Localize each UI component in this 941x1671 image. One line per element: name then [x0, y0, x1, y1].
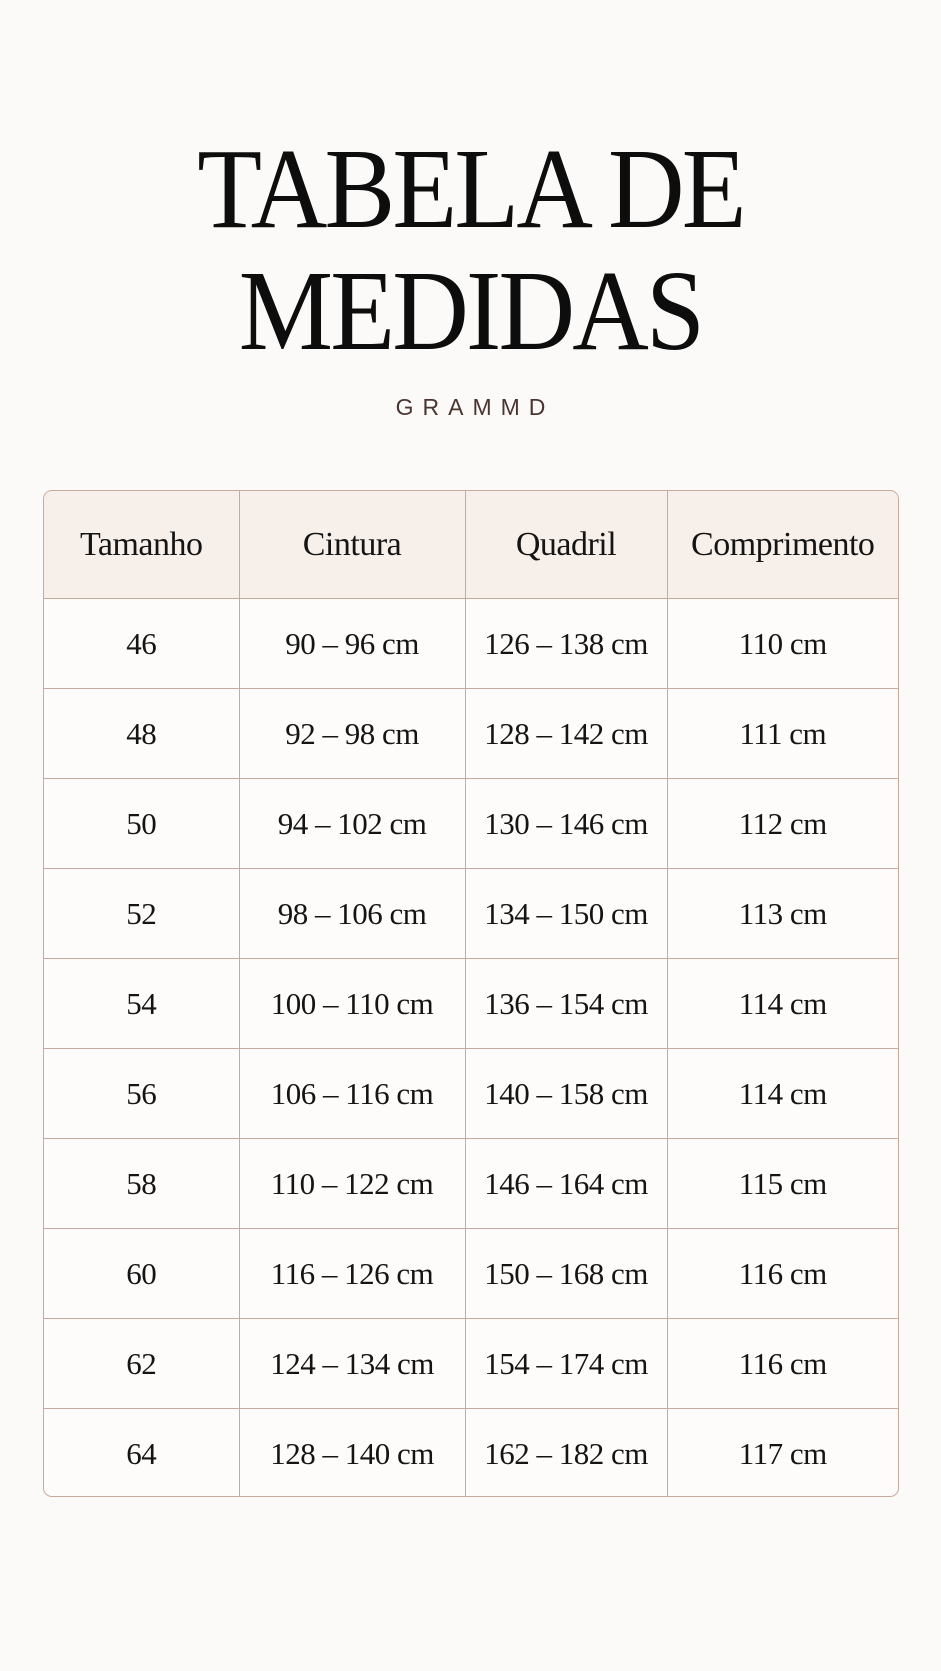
- cell-size: 58: [44, 1139, 239, 1229]
- cell-length: 114 cm: [667, 1049, 898, 1139]
- table-row: [44, 1319, 898, 1409]
- cell-length: 114 cm: [667, 959, 898, 1049]
- cell-waist: 100 – 110 cm: [239, 959, 465, 1049]
- cell-length: 115 cm: [667, 1139, 898, 1229]
- cell-waist: 106 – 116 cm: [239, 1049, 465, 1139]
- table-row: [44, 1409, 898, 1498]
- cell-waist: 92 – 98 cm: [239, 689, 465, 779]
- cell-waist: 98 – 106 cm: [239, 869, 465, 959]
- cell-hip: 150 – 168 cm: [465, 1229, 667, 1319]
- cell-size: 54: [44, 959, 239, 1049]
- cell-size: 60: [44, 1229, 239, 1319]
- page-title: [33, 125, 908, 374]
- table-row: [44, 599, 898, 689]
- cell-hip: 126 – 138 cm: [465, 599, 667, 689]
- cell-size: 62: [44, 1319, 239, 1409]
- cell-waist: 128 – 140 cm: [239, 1409, 465, 1498]
- cell-hip: 134 – 150 cm: [465, 869, 667, 959]
- table-row: [44, 1049, 898, 1139]
- table-header-row: [44, 491, 898, 599]
- size-table-container: [43, 490, 899, 1497]
- cell-size: 48: [44, 689, 239, 779]
- cell-waist: 124 – 134 cm: [239, 1319, 465, 1409]
- size-table: [44, 491, 898, 1497]
- table-row: [44, 869, 898, 959]
- cell-size: 50: [44, 779, 239, 869]
- header-quadril: Quadril: [465, 491, 667, 599]
- table-row: [44, 1229, 898, 1319]
- cell-length: 110 cm: [667, 599, 898, 689]
- table-row: [44, 1139, 898, 1229]
- header-comprimento: Comprimento: [667, 491, 898, 599]
- title-line-1: TABELA DE: [197, 125, 744, 252]
- table-row: [44, 689, 898, 779]
- header-tamanho: Tamanho: [44, 491, 239, 599]
- cell-length: 116 cm: [667, 1319, 898, 1409]
- cell-hip: 154 – 174 cm: [465, 1319, 667, 1409]
- cell-waist: 116 – 126 cm: [239, 1229, 465, 1319]
- cell-length: 113 cm: [667, 869, 898, 959]
- cell-hip: 136 – 154 cm: [465, 959, 667, 1049]
- cell-waist: 90 – 96 cm: [239, 599, 465, 689]
- cell-hip: 162 – 182 cm: [465, 1409, 667, 1498]
- cell-hip: 146 – 164 cm: [465, 1139, 667, 1229]
- table-row: [44, 959, 898, 1049]
- cell-size: 52: [44, 869, 239, 959]
- cell-length: 111 cm: [667, 689, 898, 779]
- table-row: [44, 779, 898, 869]
- cell-length: 116 cm: [667, 1229, 898, 1319]
- cell-hip: 128 – 142 cm: [465, 689, 667, 779]
- cell-size: 64: [44, 1409, 239, 1498]
- cell-length: 117 cm: [667, 1409, 898, 1498]
- cell-waist: 94 – 102 cm: [239, 779, 465, 869]
- cell-length: 112 cm: [667, 779, 898, 869]
- brand-name: GRAMMD: [395, 394, 555, 420]
- title-line-2: MEDIDAS: [238, 247, 703, 374]
- cell-hip: 140 – 158 cm: [465, 1049, 667, 1139]
- header-cintura: Cintura: [239, 491, 465, 599]
- cell-size: 56: [44, 1049, 239, 1139]
- cell-hip: 130 – 146 cm: [465, 779, 667, 869]
- cell-waist: 110 – 122 cm: [239, 1139, 465, 1229]
- cell-size: 46: [44, 599, 239, 689]
